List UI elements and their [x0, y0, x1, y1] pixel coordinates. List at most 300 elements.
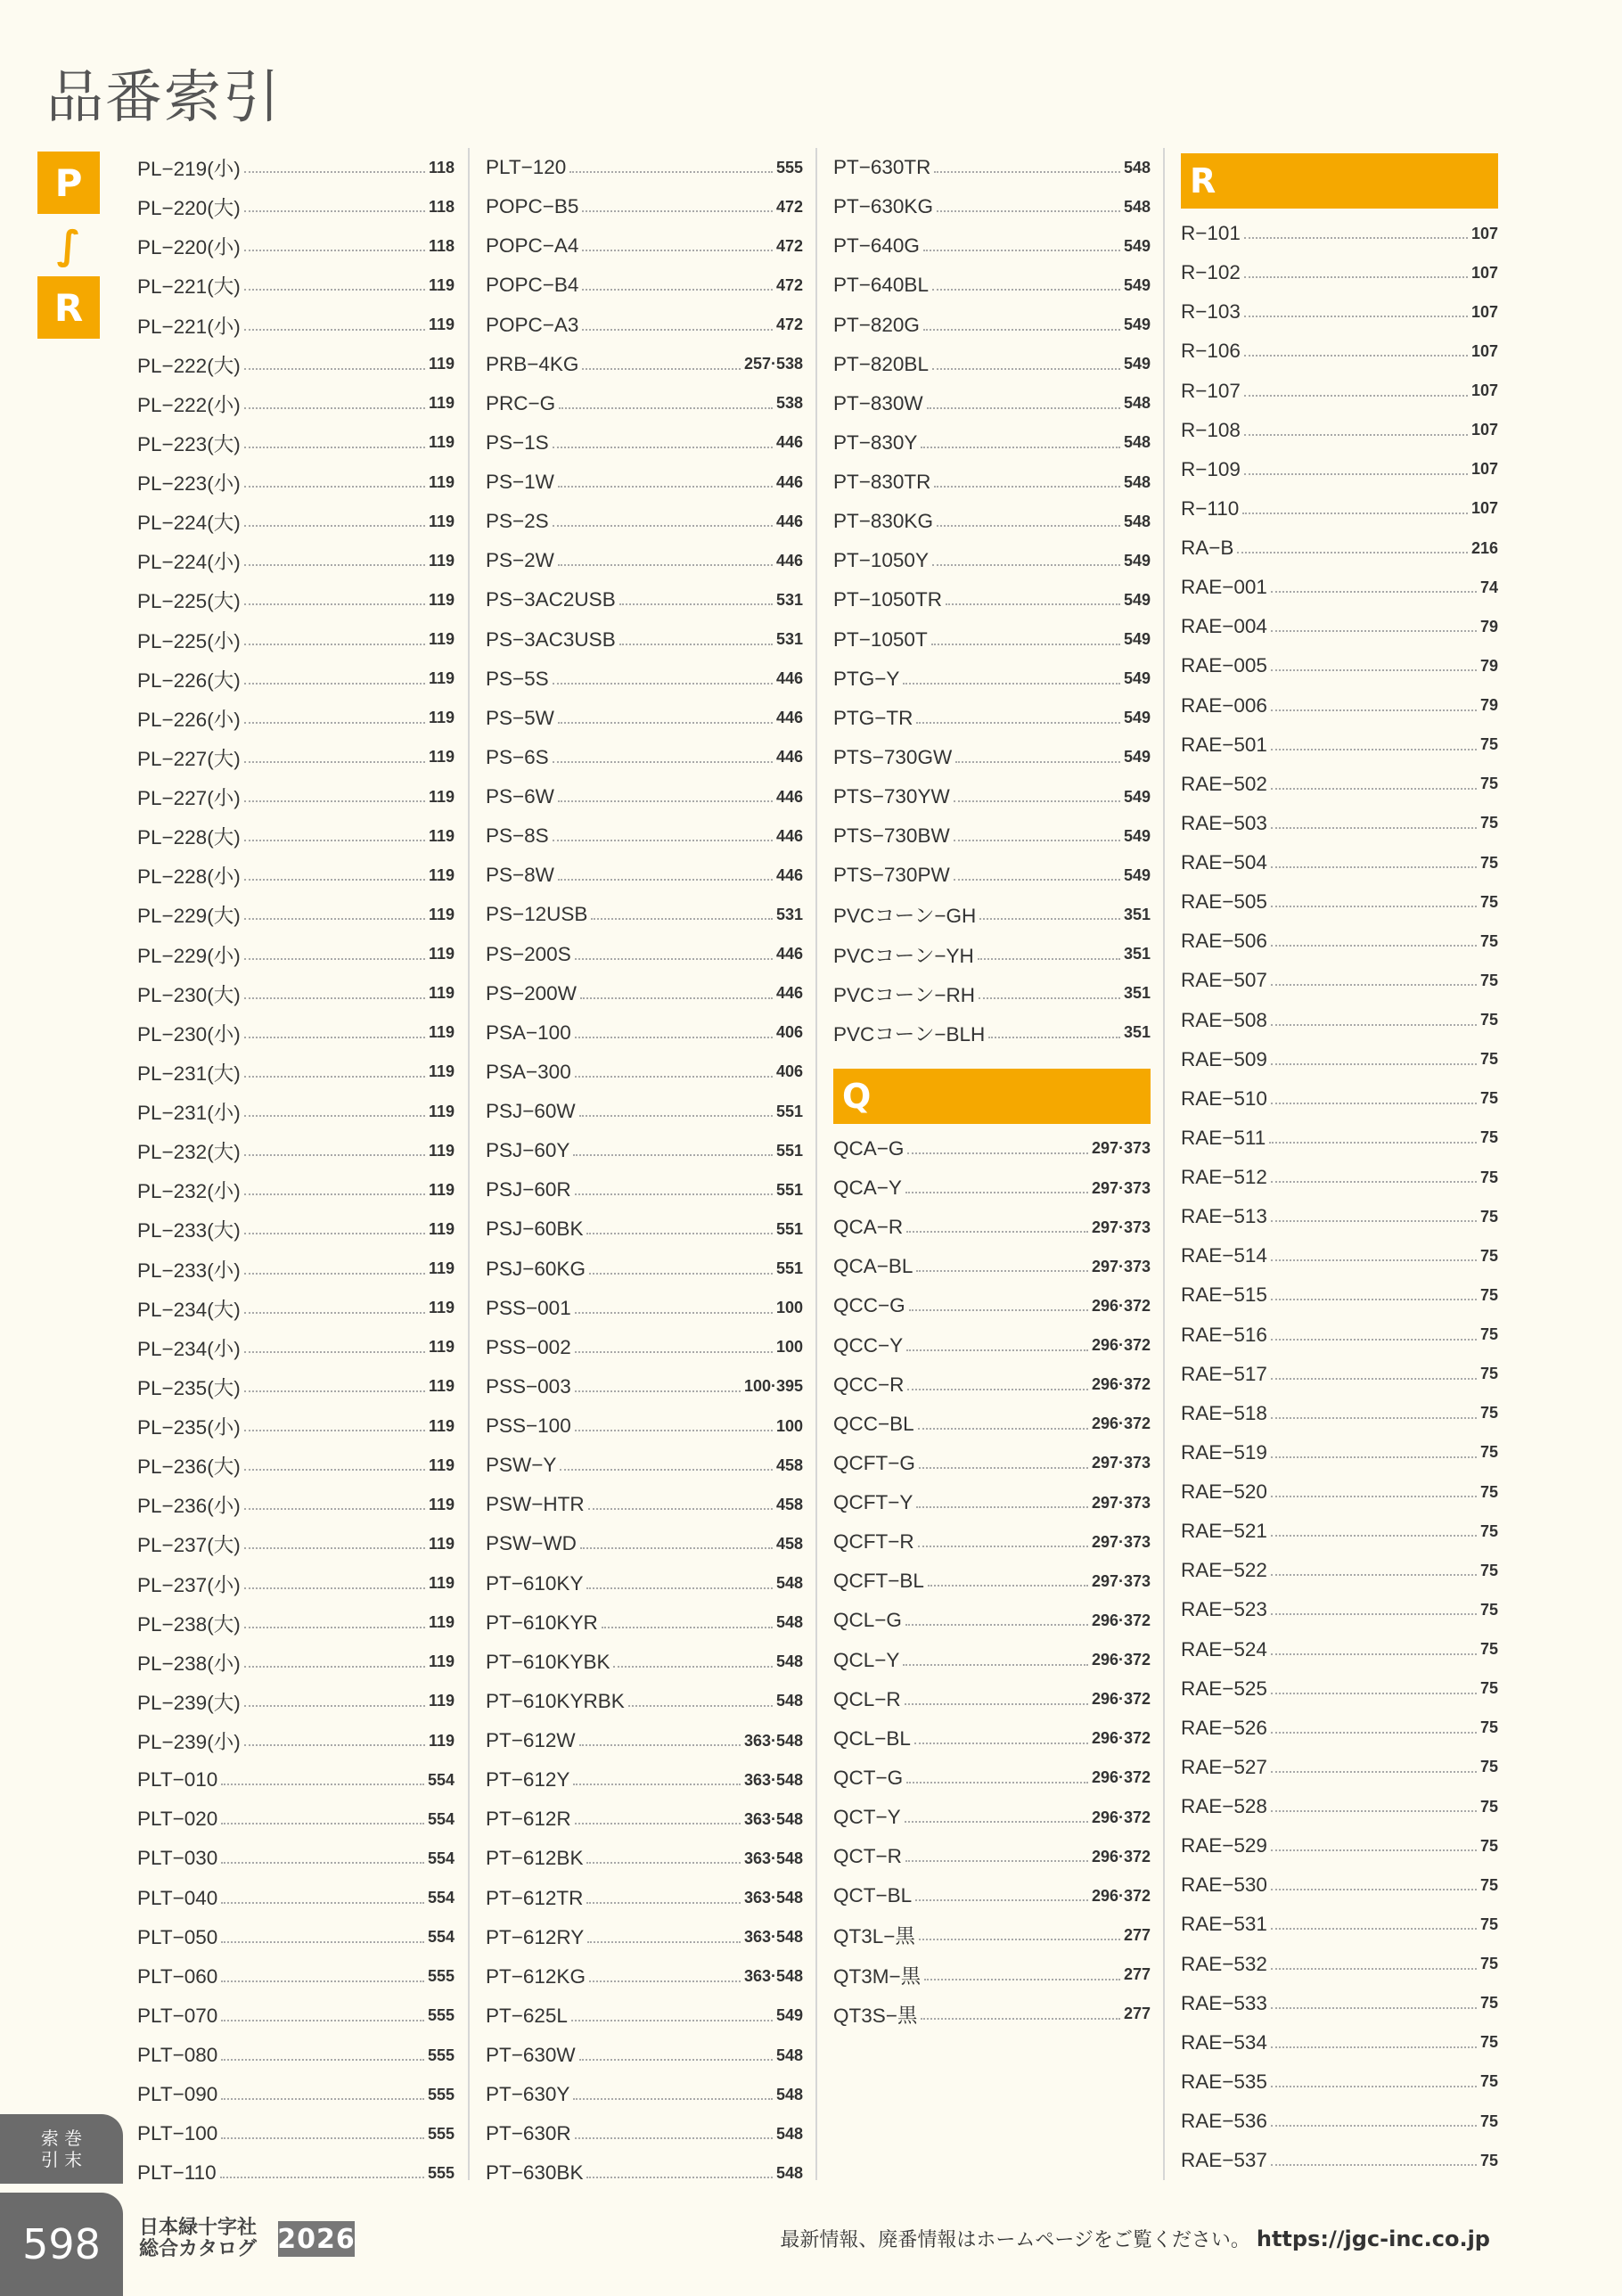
dot-leader [244, 1469, 425, 1471]
page-reference: 446 [775, 433, 803, 452]
dot-leader [582, 368, 741, 370]
dot-leader [582, 250, 773, 251]
page-reference: 555 [427, 2046, 455, 2064]
dot-leader [589, 1980, 741, 1982]
index-entry [137, 1289, 455, 1328]
index-entry [833, 1798, 1151, 1837]
product-code: QCT−BL [833, 1884, 913, 1907]
page-reference: 74 [1479, 578, 1498, 596]
page-reference: 277 [1123, 1965, 1151, 1984]
product-code: POPC−B5 [486, 195, 579, 218]
page-reference: 119 [428, 865, 455, 884]
index-entry [833, 463, 1151, 502]
product-code: RAE−522 [1181, 1559, 1267, 1582]
index-entry [486, 2114, 803, 2153]
index-entry [137, 1446, 455, 1485]
product-code: RAE−513 [1181, 1205, 1267, 1228]
year-badge: 2026 [278, 2221, 355, 2257]
index-entry [1181, 1197, 1498, 1236]
product-code: PL−236(小) [137, 1495, 241, 1518]
page-reference: 75 [1479, 1836, 1498, 1855]
dot-leader [954, 840, 1120, 841]
page-reference: 446 [775, 669, 803, 688]
product-code: PT−610KYBK [486, 1650, 610, 1673]
range-start-letter: P [37, 152, 100, 214]
index-entry [486, 620, 803, 660]
page-reference: 119 [428, 472, 455, 491]
page-reference: 119 [428, 1377, 455, 1396]
product-code: RAE−534 [1181, 2030, 1267, 2054]
index-entry [1181, 843, 1498, 882]
product-code: PLT−100 [137, 2122, 218, 2145]
index-entry [137, 266, 455, 305]
page-reference: 548 [775, 2085, 803, 2103]
index-entry [486, 2036, 803, 2075]
page-reference: 548 [1123, 472, 1151, 491]
page-reference: 119 [428, 275, 455, 294]
product-code: PS−200W [486, 981, 577, 1004]
page-reference: 555 [427, 2085, 455, 2103]
page-reference: 119 [428, 1180, 455, 1199]
index-entry [1181, 450, 1498, 489]
index-entry [1181, 961, 1498, 1000]
index-entry [833, 895, 1151, 934]
index-entry [1181, 568, 1498, 607]
dot-leader [553, 525, 773, 527]
product-code: PS−1S [486, 430, 549, 454]
dot-leader [921, 447, 1120, 448]
dot-leader [558, 486, 773, 488]
index-entry [833, 1915, 1151, 1955]
product-code: PL−229(小) [137, 944, 241, 967]
section-header-r: R [1181, 153, 1498, 209]
index-entry [486, 1760, 803, 1800]
dot-leader [221, 1862, 424, 1864]
index-entry [486, 1997, 803, 2036]
product-code: PS−8W [486, 864, 554, 887]
product-code: RAE−501 [1181, 733, 1267, 756]
dot-leader [1271, 749, 1477, 750]
page-reference: 118 [428, 158, 455, 176]
page-reference: 75 [1479, 1679, 1498, 1698]
dot-leader [1244, 434, 1468, 436]
product-code: QCA−G [833, 1136, 905, 1160]
page-reference: 296·372 [1091, 1651, 1151, 1669]
index-entry [486, 187, 803, 226]
product-code: PT−1050TR [833, 588, 942, 611]
product-code: PL−237(大) [137, 1534, 241, 1557]
page-reference: 75 [1479, 931, 1498, 950]
dot-leader [905, 1860, 1088, 1862]
product-code: PVCコーン−BLH [833, 1022, 986, 1046]
index-entry [486, 541, 803, 580]
dot-leader [628, 1705, 773, 1707]
dot-leader [619, 644, 773, 645]
page-reference: 119 [428, 1495, 455, 1513]
page-reference: 446 [775, 945, 803, 964]
index-entry [1181, 1472, 1498, 1512]
index-entry [833, 226, 1151, 266]
product-code: QCT−R [833, 1845, 902, 1868]
product-code: RAE−512 [1181, 1166, 1267, 1189]
product-code: PTS−730YW [833, 785, 950, 808]
section-gap [833, 1053, 1151, 1063]
page-reference: 119 [428, 394, 455, 413]
website-link[interactable]: https://jgc-inc.co.jp [1256, 2226, 1490, 2251]
section-header-q: Q [833, 1069, 1151, 1124]
page-reference: 119 [428, 630, 455, 649]
page-reference: 296·372 [1091, 1808, 1151, 1826]
dot-leader [244, 1587, 425, 1589]
product-code: RAE−532 [1181, 1952, 1267, 1975]
dot-leader [558, 564, 773, 566]
page-reference: 119 [428, 1456, 455, 1474]
page-reference: 75 [1479, 1915, 1498, 1933]
page-reference: 351 [1123, 905, 1151, 923]
index-entry [1181, 1316, 1498, 1355]
index-entry [137, 384, 455, 423]
index-entry [833, 541, 1151, 580]
dot-leader [1271, 1810, 1477, 1812]
product-code: PT−630R [486, 2122, 571, 2145]
page-reference: 554 [427, 1809, 455, 1828]
page-reference: 531 [775, 630, 803, 649]
product-code: PL−236(大) [137, 1456, 241, 1479]
product-code: PSJ−60W [486, 1100, 576, 1123]
dot-leader [1271, 1535, 1477, 1537]
index-entry [137, 620, 455, 660]
index-entry [833, 345, 1151, 384]
product-code: RAE−508 [1181, 1008, 1267, 1031]
product-code: PRC−G [486, 391, 556, 414]
product-code: PT−820G [833, 313, 920, 336]
page-reference: 538 [775, 394, 803, 413]
index-entry [1181, 1119, 1498, 1158]
dot-leader [582, 329, 773, 331]
index-entry [486, 1367, 803, 1406]
dot-leader [1271, 1968, 1477, 1970]
page-reference: 75 [1479, 853, 1498, 872]
page-reference: 554 [427, 1928, 455, 1947]
dot-leader [586, 1233, 773, 1234]
product-code: QCC−Y [833, 1333, 904, 1357]
product-code: PS−1W [486, 471, 554, 494]
page-reference: 363·548 [743, 1809, 803, 1828]
page-reference: 551 [775, 1259, 803, 1278]
page-reference: 119 [428, 1613, 455, 1632]
product-code: R−101 [1181, 222, 1241, 245]
page-reference: 548 [1123, 394, 1151, 413]
page-reference: 555 [427, 2124, 455, 2143]
page-reference: 548 [775, 1692, 803, 1710]
index-entry [1181, 529, 1498, 568]
dot-leader [924, 1979, 1120, 1980]
page-reference: 548 [775, 1613, 803, 1632]
page-reference: 277 [1123, 2005, 1151, 2023]
page-reference: 75 [1479, 1955, 1498, 1973]
product-code: PSS−003 [486, 1374, 571, 1398]
index-entry [137, 1170, 455, 1210]
product-code: PT−612W [486, 1729, 576, 1752]
product-code: PL−225(大) [137, 590, 241, 613]
index-entry [1181, 1984, 1498, 2023]
dot-leader [1271, 906, 1477, 907]
dot-leader [934, 171, 1120, 173]
product-code: PL−231(小) [137, 1102, 241, 1125]
product-code: PTG−Y [833, 667, 900, 690]
product-code: PS−200S [486, 942, 571, 965]
dot-leader [244, 486, 425, 488]
index-entry [1181, 1001, 1498, 1040]
index-entry [137, 541, 455, 580]
dot-leader [906, 1782, 1088, 1784]
index-entry [1181, 372, 1498, 411]
page-reference: 119 [428, 787, 455, 806]
product-code: RAE−520 [1181, 1480, 1267, 1504]
product-code: PL−228(大) [137, 826, 241, 849]
dot-leader [1271, 1181, 1477, 1183]
product-code: RAE−526 [1181, 1716, 1267, 1739]
dot-leader [979, 918, 1120, 920]
index-entry [137, 777, 455, 816]
product-code: PSJ−60R [486, 1178, 571, 1201]
page-reference: 75 [1479, 2033, 1498, 2052]
page-reference: 75 [1479, 971, 1498, 989]
page-reference: 549 [1123, 865, 1151, 884]
dot-leader [918, 1546, 1088, 1547]
page-reference: 119 [428, 1062, 455, 1081]
dot-leader [946, 603, 1120, 605]
dot-leader [1271, 1928, 1477, 1930]
product-code: QCT−G [833, 1766, 904, 1789]
product-code: PLT−080 [137, 2044, 218, 2067]
page-reference: 119 [428, 1259, 455, 1278]
product-code: POPC−A4 [486, 234, 579, 258]
product-code: QCC−R [833, 1373, 905, 1396]
product-code: RAE−530 [1181, 1874, 1267, 1897]
dot-leader [244, 1273, 425, 1275]
page-reference: 119 [428, 905, 455, 923]
dot-leader [591, 918, 773, 920]
dot-leader [221, 1980, 424, 1982]
dot-leader [903, 683, 1120, 685]
product-code: PL−231(大) [137, 1062, 241, 1085]
dot-leader [1271, 1339, 1477, 1341]
index-entry [833, 1013, 1151, 1053]
page-reference: 119 [428, 984, 455, 1003]
product-code: QCL−BL [833, 1726, 911, 1750]
product-code: PT−612KG [486, 1964, 586, 1988]
index-entry [833, 1365, 1151, 1405]
index-entry [833, 1522, 1151, 1562]
index-entry [486, 699, 803, 738]
dot-leader [979, 997, 1120, 999]
product-code: RAE−514 [1181, 1244, 1267, 1267]
product-code: QCL−Y [833, 1648, 900, 1671]
dot-leader [1271, 1613, 1477, 1615]
dot-leader [923, 329, 1120, 331]
product-code: PSJ−60Y [486, 1139, 570, 1162]
dot-leader [915, 1899, 1088, 1901]
page-reference: 119 [428, 1416, 455, 1435]
dot-leader [916, 1506, 1088, 1508]
index-entry [486, 1524, 803, 1563]
page-reference: 119 [428, 551, 455, 570]
page-reference: 549 [1123, 630, 1151, 649]
index-entry [486, 306, 803, 345]
dot-leader [589, 1273, 773, 1275]
page-reference: 75 [1479, 1443, 1498, 1462]
page-reference: 446 [775, 472, 803, 491]
index-entry [486, 345, 803, 384]
dot-leader [586, 1902, 741, 1904]
dot-leader [1242, 512, 1468, 514]
index-entry [486, 502, 803, 541]
product-code: PL−219(小) [137, 158, 241, 181]
product-code: PL−224(小) [137, 551, 241, 574]
index-entry [1181, 1905, 1498, 1944]
product-code: PLT−120 [486, 156, 567, 179]
index-entry [137, 1210, 455, 1249]
product-code: PTS−730PW [833, 864, 950, 887]
dot-leader [1271, 1456, 1477, 1458]
product-code: R−108 [1181, 418, 1241, 441]
dot-leader [905, 1192, 1088, 1193]
page-reference: 100·395 [743, 1377, 803, 1396]
dot-leader [575, 958, 773, 960]
dot-leader [1271, 2086, 1477, 2087]
index-entry [833, 777, 1151, 816]
page-reference: 458 [775, 1456, 803, 1474]
index-entry [486, 463, 803, 502]
dot-leader [1271, 2125, 1477, 2127]
page-reference: 75 [1479, 1011, 1498, 1029]
index-entry [1181, 2141, 1498, 2180]
index-entry [833, 187, 1151, 226]
dot-leader [1271, 1417, 1477, 1419]
page-reference: 119 [428, 1102, 455, 1120]
dot-leader [558, 879, 773, 881]
page-reference: 107 [1470, 302, 1498, 321]
page-reference: 75 [1479, 1640, 1498, 1659]
page-reference: 119 [428, 1219, 455, 1238]
product-code: RAE−509 [1181, 1047, 1267, 1070]
dot-leader [1271, 1103, 1477, 1104]
index-entry [1181, 607, 1498, 646]
product-code: PT−640G [833, 234, 920, 258]
index-entry [833, 1641, 1151, 1680]
page-reference: 549 [1123, 669, 1151, 688]
dot-leader [571, 2020, 773, 2021]
product-code: QCT−Y [833, 1806, 901, 1829]
product-code: PLT−030 [137, 1847, 218, 1870]
product-code: PT−820BL [833, 352, 929, 375]
page-reference: 107 [1470, 341, 1498, 360]
dot-leader [937, 525, 1120, 527]
page-reference: 118 [428, 236, 455, 255]
page-reference: 296·372 [1091, 1336, 1151, 1355]
index-entry [137, 1564, 455, 1603]
page-reference: 119 [428, 512, 455, 530]
page-reference: 107 [1470, 224, 1498, 242]
page-reference: 75 [1479, 735, 1498, 754]
page-reference: 75 [1479, 1168, 1498, 1186]
page-reference: 75 [1479, 1718, 1498, 1737]
dot-leader [221, 2098, 424, 2100]
product-code: PLT−110 [137, 2161, 217, 2185]
index-entry [833, 1837, 1151, 1876]
product-code: QCA−Y [833, 1177, 902, 1200]
product-code: RAE−503 [1181, 811, 1267, 834]
index-entry [137, 2153, 455, 2193]
dot-leader [244, 997, 425, 999]
dot-leader [978, 958, 1120, 960]
section-tab-index[interactable] [0, 2114, 123, 2184]
page-reference: 296·372 [1091, 1414, 1151, 1433]
dot-leader [1271, 2164, 1477, 2166]
index-entry [137, 187, 455, 226]
index-entry [486, 1289, 803, 1328]
range-end-letter: R [37, 276, 100, 339]
page-reference: 549 [1123, 236, 1151, 255]
page-reference: 446 [775, 709, 803, 727]
page-reference: 554 [427, 1889, 455, 1907]
index-entry [1181, 332, 1498, 371]
index-entry [137, 1643, 455, 1682]
index-entry [486, 1918, 803, 1957]
page-reference: 75 [1479, 1482, 1498, 1501]
index-entry [137, 935, 455, 974]
page-reference: 446 [775, 551, 803, 570]
index-entry [137, 1250, 455, 1289]
product-code: POPC−A3 [486, 313, 579, 336]
dot-leader [244, 840, 425, 841]
page-reference: 549 [775, 2006, 803, 2025]
dot-leader [244, 1627, 425, 1628]
dot-leader [244, 800, 425, 802]
dot-leader [573, 1154, 773, 1156]
dot-leader [1271, 1732, 1477, 1734]
index-entry [833, 856, 1151, 895]
product-code: PL−233(小) [137, 1259, 241, 1282]
page-reference: 472 [775, 316, 803, 334]
product-code: PSA−300 [486, 1060, 571, 1083]
page-reference: 297·373 [1091, 1139, 1151, 1158]
dot-leader [1271, 827, 1477, 829]
product-code: QCC−BL [833, 1412, 914, 1435]
index-entry [137, 226, 455, 266]
index-column-1 [137, 148, 455, 2194]
product-code: PT−1050Y [833, 549, 929, 572]
index-entry [486, 895, 803, 934]
page-reference: 549 [1123, 590, 1151, 609]
page-reference: 363·548 [743, 1770, 803, 1789]
dot-leader [244, 761, 425, 763]
index-entry [486, 777, 803, 816]
dot-leader [914, 1742, 1088, 1744]
product-code: RAE−517 [1181, 1362, 1267, 1385]
index-entry [486, 1839, 803, 1878]
product-code: PL−227(小) [137, 787, 241, 810]
page-reference: 549 [1123, 787, 1151, 806]
index-entry [1181, 1394, 1498, 1433]
product-code: RAE−510 [1181, 1086, 1267, 1110]
dot-leader [220, 2177, 424, 2178]
page-reference: 363·548 [743, 1849, 803, 1867]
product-code: PS−2S [486, 510, 549, 533]
page-reference: 351 [1123, 945, 1151, 964]
product-code: RAE−515 [1181, 1283, 1267, 1307]
